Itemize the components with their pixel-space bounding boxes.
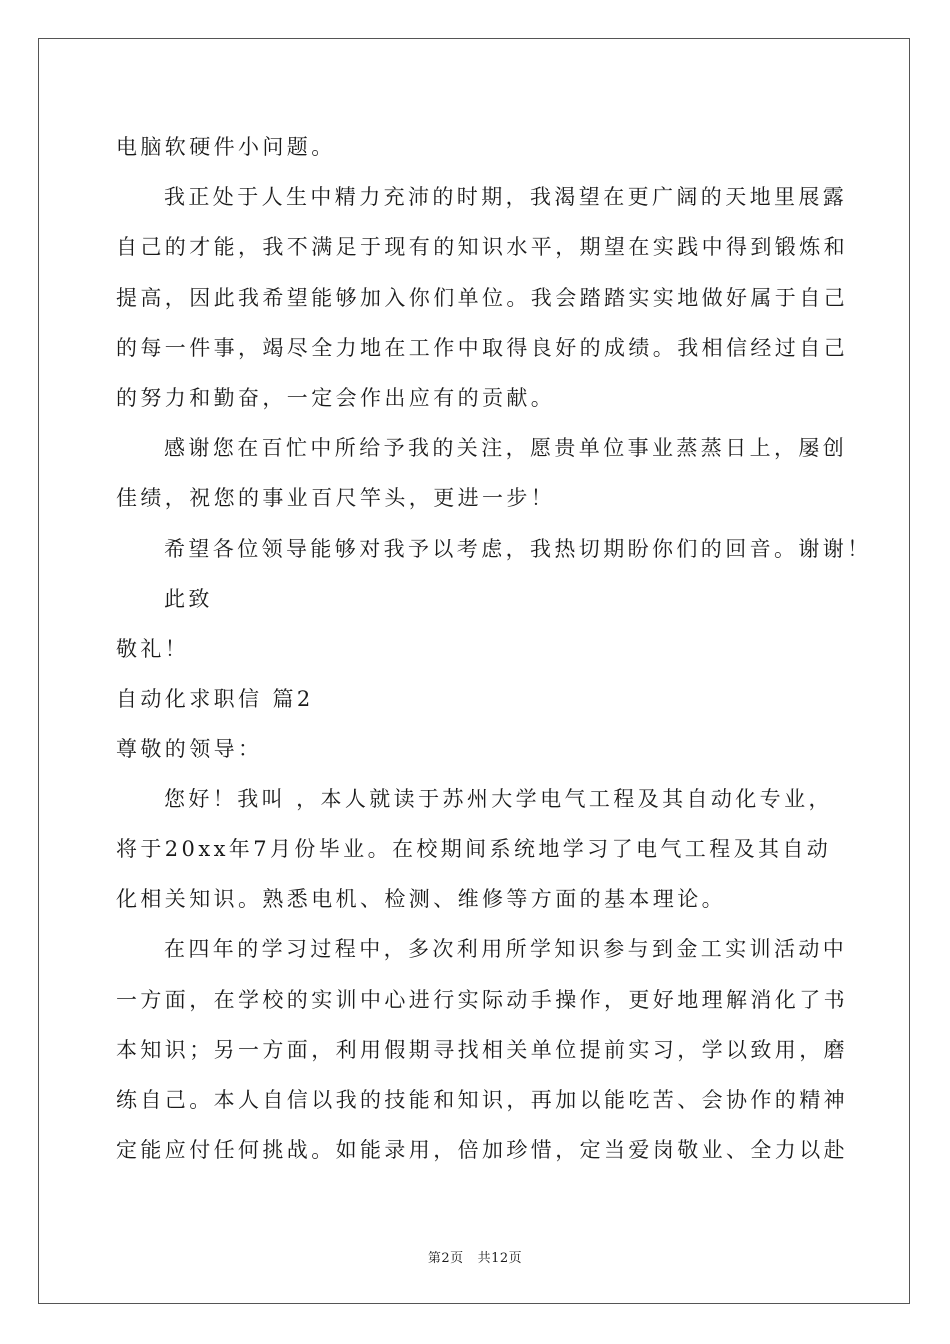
text-line: 的努力和勤奋，一定会作出应有的贡献。 — [116, 386, 556, 410]
text-line: 本知识；另一方面，利用假期寻找相关单位提前实习，学以致用，磨 — [116, 1038, 848, 1062]
closing-salutation: 此致 — [164, 587, 213, 611]
text-line: 练自己。本人自信以我的技能和知识，再加以能吃苦、会协作的精神 — [116, 1088, 848, 1112]
text-line: 在四年的学习过程中，多次利用所学知识参与到金工实训活动中 — [164, 937, 848, 961]
text-line: 定能应付任何挑战。如能录用，倍加珍惜，定当爱岗敬业、全力以赴 — [116, 1138, 848, 1162]
text-line: 感谢您在百忙中所给予我的关注，愿贵单位事业蒸蒸日上，屡创 — [164, 436, 848, 460]
text-line: 希望各位领导能够对我予以考虑，我热切期盼你们的回音。谢谢！ — [164, 537, 872, 561]
text-line: 佳绩，祝您的事业百尺竿头，更进一步！ — [116, 486, 556, 510]
greeting: 尊敬的领导： — [116, 737, 263, 761]
text-line: 一方面，在学校的实训中心进行实际动手操作，更好地理解消化了书 — [116, 988, 848, 1012]
text-line: 您好！我叫 ，本人就读于苏州大学电气工程及其自动化专业， — [164, 787, 833, 811]
page-total: 共12页 — [477, 1251, 523, 1266]
text-line: 电脑软硬件小问题。 — [116, 135, 336, 159]
text-line: 化相关知识。熟悉电机、检测、维修等方面的基本理论。 — [116, 887, 726, 911]
text-line: 我正处于人生中精力充沛的时期，我渴望在更广阔的天地里展露 — [164, 185, 848, 209]
page-number: 第2页 — [427, 1251, 464, 1266]
text-line: 提高，因此我希望能够加入你们单位。我会踏踏实实地做好属于自己 — [116, 286, 848, 310]
section-heading: 自动化求职信 篇2 — [116, 687, 314, 711]
closing-regards: 敬礼！ — [116, 637, 190, 661]
text-line: 的每一件事，竭尽全力地在工作中取得良好的成绩。我相信经过自己 — [116, 336, 848, 360]
page-footer — [0, 1247, 950, 1266]
text-line: 将于20xx年7月份毕业。在校期间系统地学习了电气工程及其自动 — [116, 837, 832, 861]
text-line: 自己的才能，我不满足于现有的知识水平，期望在实践中得到锻炼和 — [116, 235, 848, 259]
